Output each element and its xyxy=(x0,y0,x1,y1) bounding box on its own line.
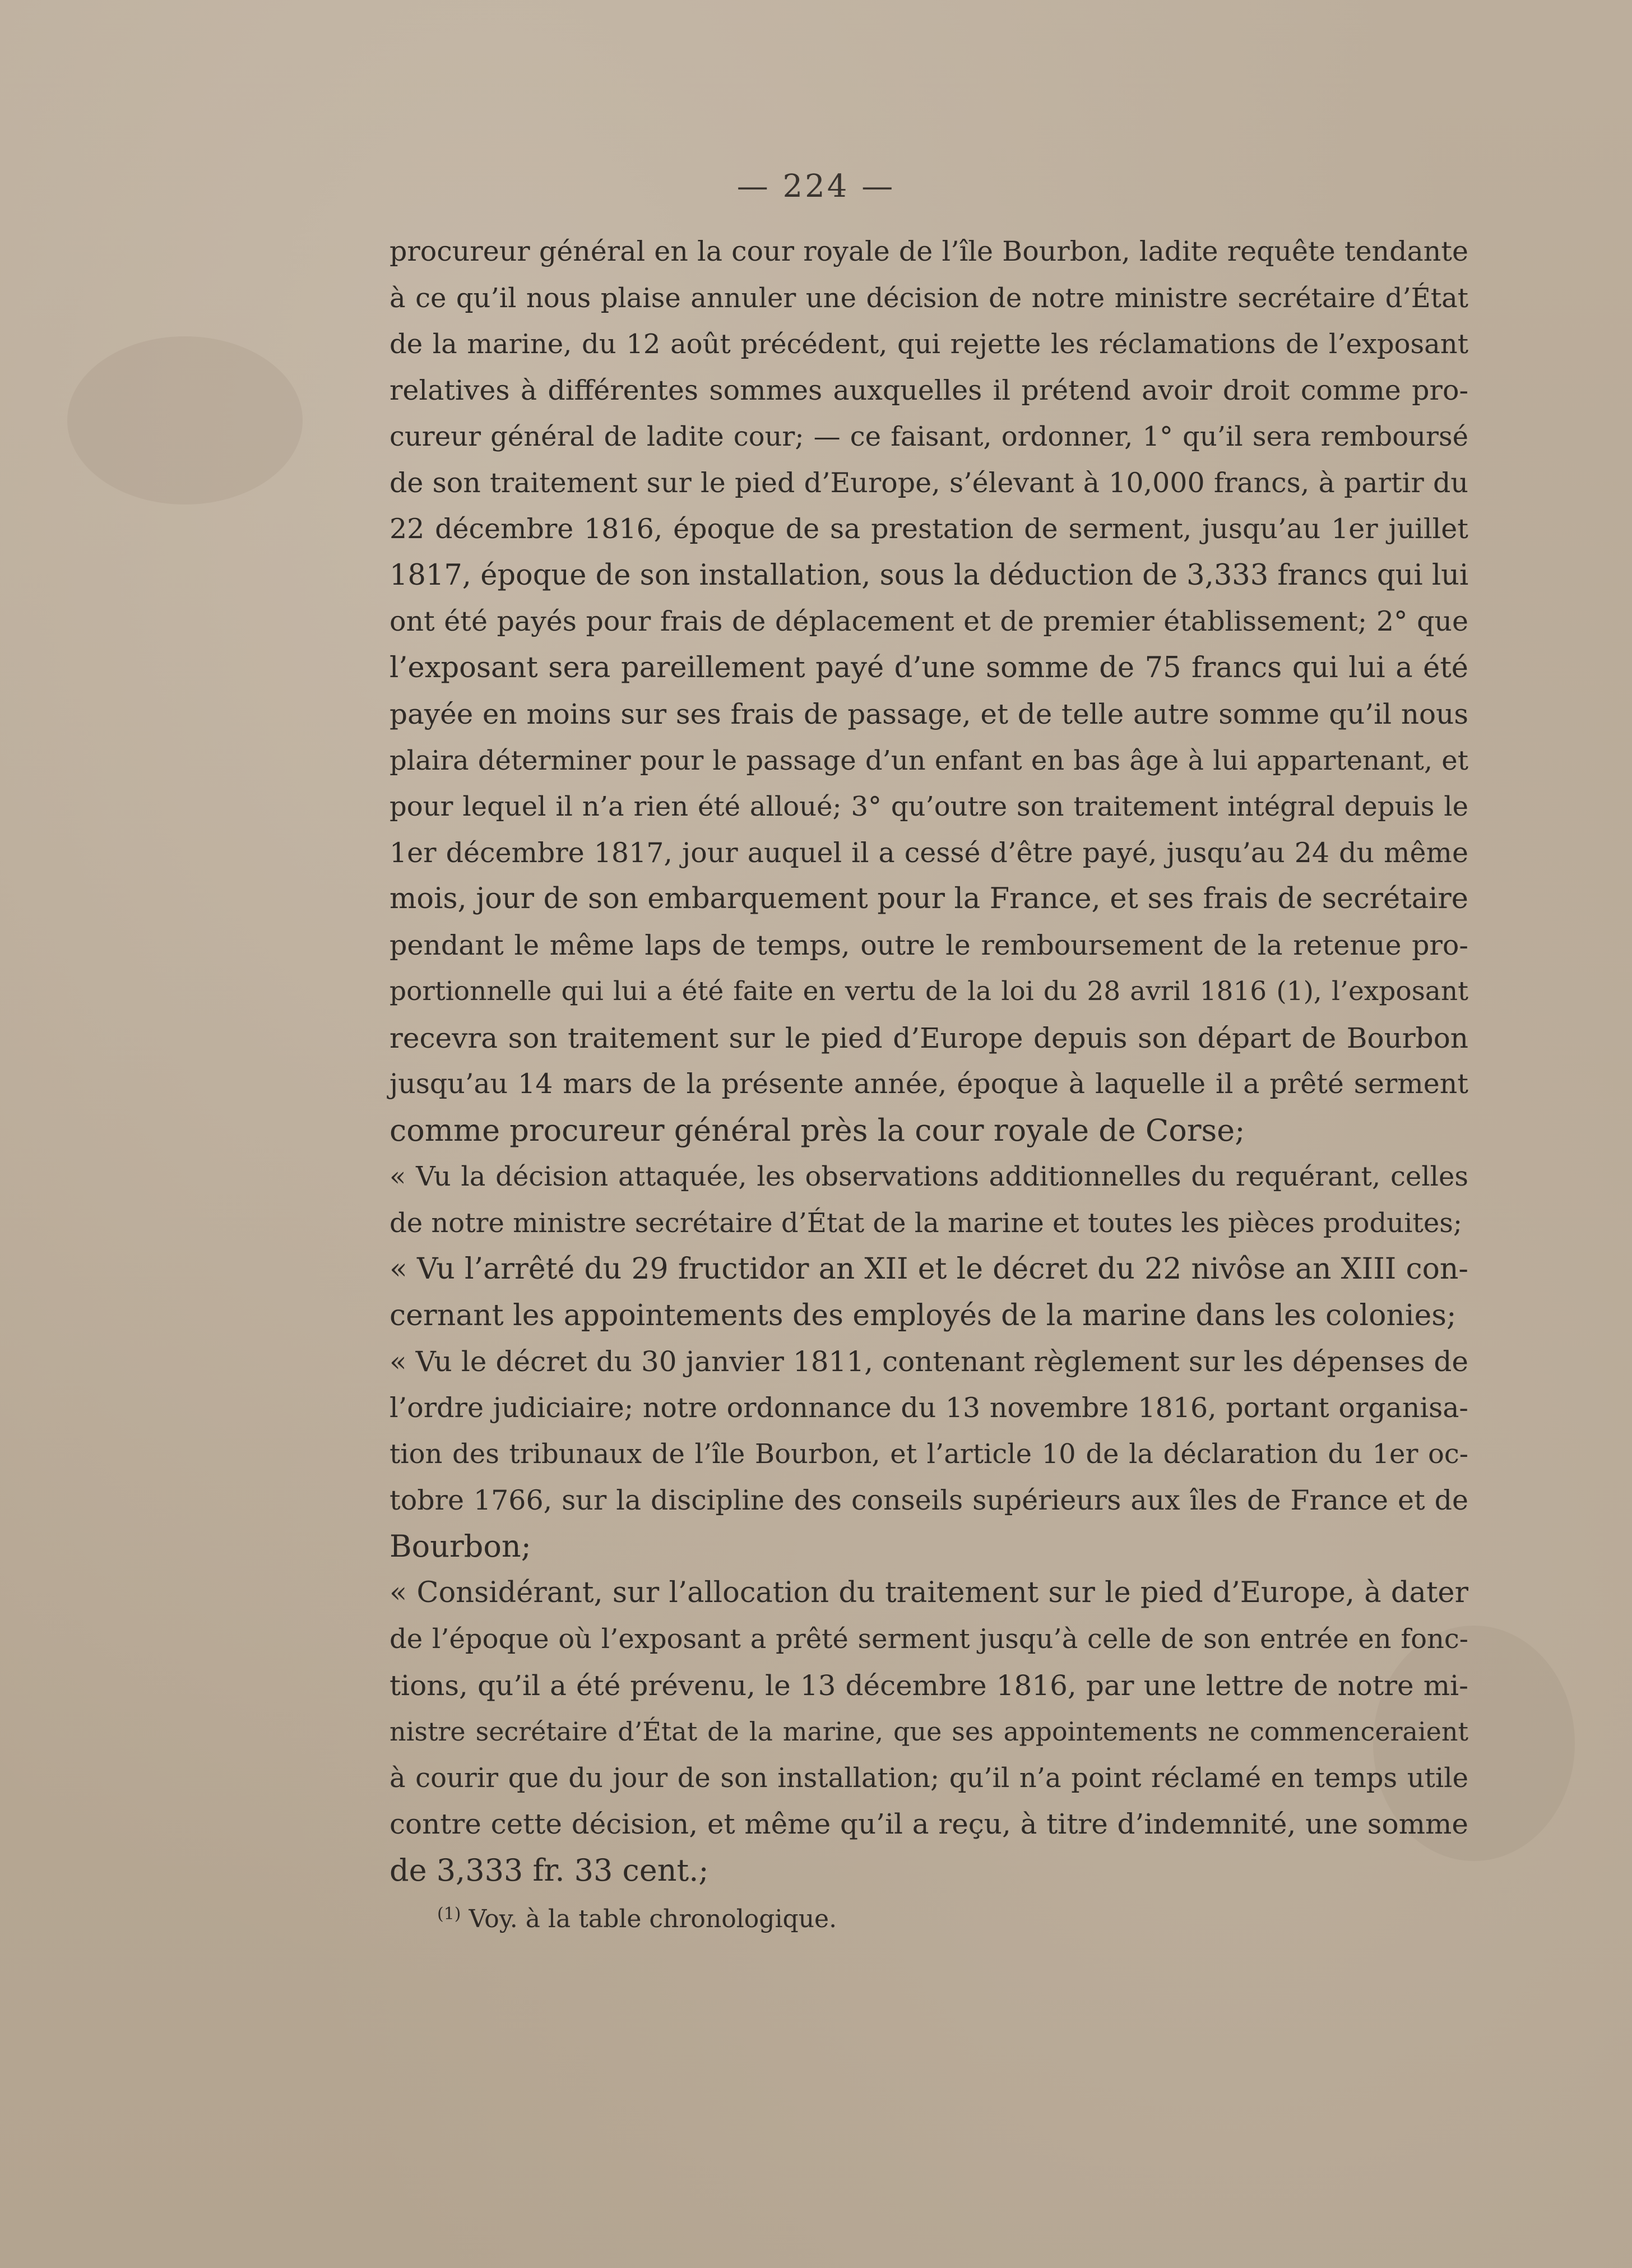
text-line: « Vu l’arrêté du 29 fructidor an XII et le décret du 22 nivôse an XIII con- xyxy=(390,1252,1468,1286)
text-line: l’ordre judiciaire; notre ordonnance du 13 novembre 1816, portant organisa- xyxy=(390,1391,1468,1424)
text-line: pour lequel il n’a rien été alloué; 3° qu’outre son traitement intégral depuis le xyxy=(390,791,1468,822)
text-line: tions, qu’il a été prévenu, le 13 décembre 1816, par une lettre de notre mi- xyxy=(390,1669,1468,1702)
text-line: relatives à différentes sommes auxquelles il prétend avoir droit comme pro- xyxy=(390,374,1468,406)
text-line: portionnelle qui lui a été faite en vertu de la loi du 28 avril 1816 (1), l’exposant xyxy=(390,976,1468,1007)
text-line: Bourbon; xyxy=(390,1529,531,1564)
text-line: ont été payés pour frais de déplacement et de premier établissement; 2° que xyxy=(390,605,1468,637)
text-line: de 3,333 fr. 33 cent.; xyxy=(390,1852,709,1888)
text-line: payée en moins sur ses frais de passage, et de telle autre somme qu’il nous xyxy=(390,698,1468,730)
text-line: tion des tribunaux de l’île Bourbon, et l’article 10 de la déclaration du 1er oc- xyxy=(390,1438,1468,1470)
footnote-text: Voy. à la table chronologique. xyxy=(469,1905,837,1933)
text-line: plaira déterminer pour le passage d’un enfant en bas âge à lui appartenant, et xyxy=(390,744,1468,776)
paper-stain xyxy=(67,336,303,504)
text-line: mois, jour de son embarquement pour la France, et ses frais de secrétaire xyxy=(390,882,1468,915)
text-line: « Considérant, sur l’allocation du traitement sur le pied d’Europe, à dater xyxy=(390,1576,1468,1609)
text-line: de son traitement sur le pied d’Europe, s’élevant à 10,000 francs, à partir du xyxy=(390,466,1468,499)
text-line: nistre secrétaire d’État de la marine, que ses appointements ne commenceraient xyxy=(390,1716,1468,1747)
page-number: — 224 — xyxy=(736,168,896,205)
text-line: procureur général en la cour royale de l’île Bourbon, ladite requête tendante xyxy=(390,235,1468,267)
text-line: « Vu le décret du 30 janvier 1811, contenant règlement sur les dépenses de xyxy=(390,1345,1468,1378)
text-line: à ce qu’il nous plaise annuler une décision de notre ministre secrétaire d’État xyxy=(390,282,1468,314)
text-line: contre cette décision, et même qu’il a reçu, à titre d’indemnité, une somme xyxy=(390,1808,1468,1840)
footnote-marker: (1) xyxy=(437,1904,461,1924)
text-line: cernant les appointements des employés de la marine dans les colonies; xyxy=(390,1298,1457,1332)
text-line: jusqu’au 14 mars de la présente année, époque à laquelle il a prêté serment xyxy=(390,1068,1468,1100)
text-line: cureur général de ladite cour; — ce faisant, ordonner, 1° qu’il sera remboursé xyxy=(390,421,1468,452)
text-line: de notre ministre secrétaire d’État de la marine et toutes les pièces produites; xyxy=(390,1207,1463,1239)
text-line: 22 décembre 1816, époque de sa prestation de serment, jusqu’au 1er juillet xyxy=(390,513,1468,545)
text-line: « Vu la décision attaquée, les observations additionnelles du requérant, celles xyxy=(390,1161,1468,1192)
text-line: 1er décembre 1817, jour auquel il a cessé d’être payé, jusqu’au 24 du même xyxy=(390,836,1468,869)
body-text xyxy=(390,229,1468,1894)
text-line: tobre 1766, sur la discipline des conseils supérieurs aux îles de France et de xyxy=(390,1484,1468,1516)
text-line: de la marine, du 12 août précédent, qui rejette les réclamations de l’exposant xyxy=(390,328,1468,360)
text-line: de l’époque où l’exposant a prêté serment jusqu’à celle de son entrée en fonc- xyxy=(390,1623,1468,1655)
text-line: à courir que du jour de son installation; qu’il n’a point réclamé en temps utile xyxy=(390,1762,1468,1794)
footnote xyxy=(437,1904,837,1933)
text-line: pendant le même laps de temps, outre le remboursement de la retenue pro- xyxy=(390,929,1468,961)
text-line: comme procureur général près la cour royale de Corse; xyxy=(390,1112,1245,1148)
text-line: recevra son traitement sur le pied d’Europe depuis son départ de Bourbon xyxy=(390,1021,1468,1054)
text-line: 1817, époque de son installation, sous la déduction de 3,333 francs qui lui xyxy=(390,558,1469,592)
text-line: l’exposant sera pareillement payé d’une somme de 75 francs qui lui a été xyxy=(390,651,1468,684)
